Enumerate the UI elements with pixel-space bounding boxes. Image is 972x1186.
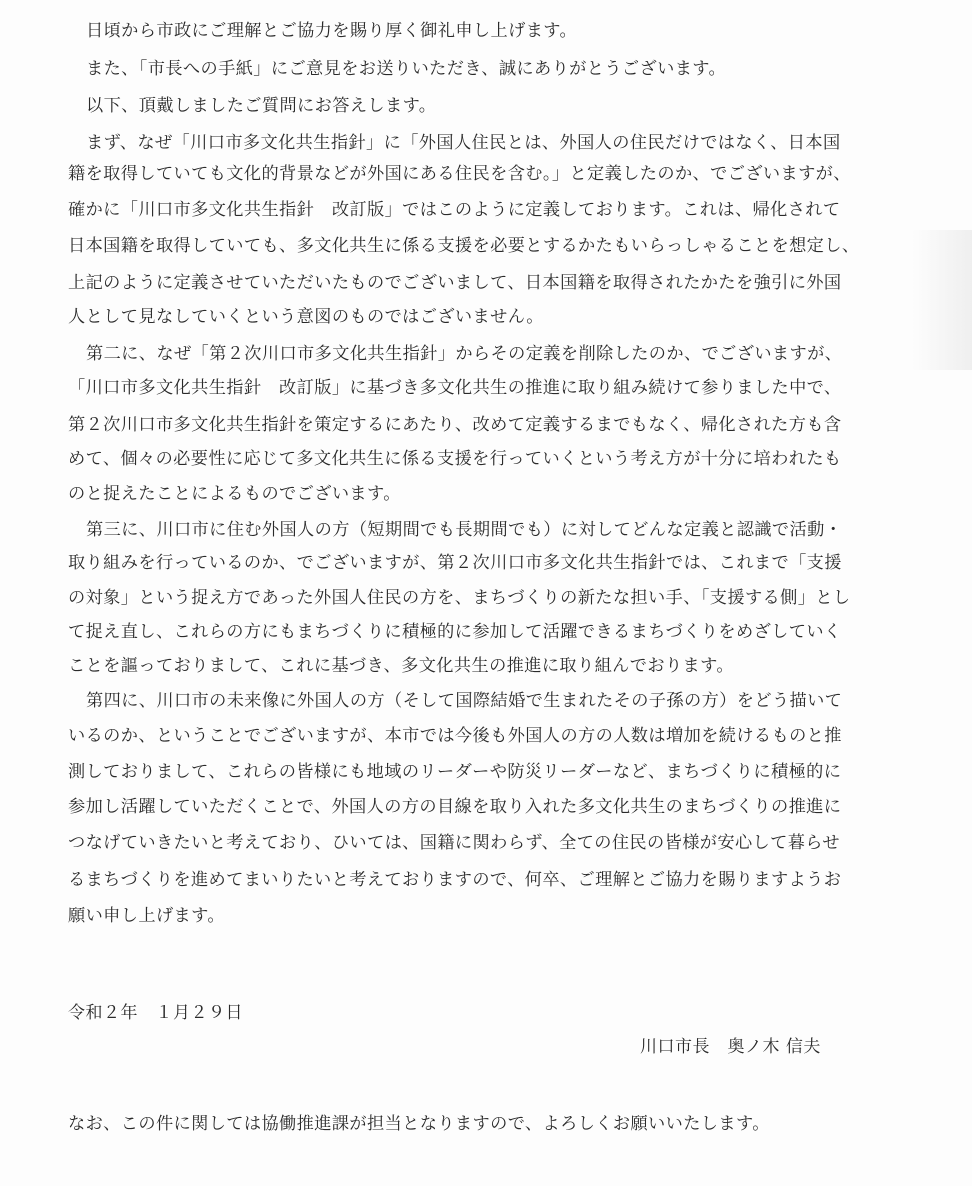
letter-line: 確かに「川口市多文化共生指針 改訂版」ではこのように定義しております。これは、帰化されて [68, 200, 841, 220]
letter-line: 「川口市多文化共生指針 改訂版」に基づき多文化共生の推進に取り組み続けて参りました中で、 [68, 378, 842, 398]
letter-line: 人として見なしていくという意図のものではございません。 [68, 307, 544, 327]
letter-line: 第２次川口市多文化共生指針を策定するにあたり、改めて定義するまでもなく、帰化された方も含 [68, 415, 842, 435]
letter-line: 取り組みを行っているのか、でございますが、第２次川口市多文化共生指針では、これまで「支援 [68, 553, 842, 573]
letter-line: 願い申し上げます。 [68, 906, 225, 926]
letter-line: めて、個々の必要性に応じて多文化共生に係る支援を行っていくという考え方が十分に培われたも [68, 449, 842, 469]
letter-line: 第四に、川口市の未来像に外国人の方（そして国際結婚で生まれたその子孫の方）をどう描いて [86, 691, 843, 711]
letter-line: 日頃から市政にご理解とご協力を賜り厚く御礼申し上げます。 [86, 21, 578, 41]
letter-line: のと捉えたことによるものでございます。 [68, 484, 401, 504]
letter-date: 令和２年 １月２９日 [68, 1003, 243, 1023]
letter-line: 以下、頂戴しましたご質問にお答えします。 [86, 96, 437, 116]
letter-line: るまちづくりを進めてまいりたいと考えておりますので、何卒、ご理解とご協力を賜りますようお [68, 870, 842, 890]
letter-line: 籍を取得していても文化的背景などが外国にある住民を含む。」と定義したのか、でございますが、 [68, 164, 851, 184]
letter-line: 測しておりまして、これらの皆様にも地域のリーダーや防災リーダーなど、まちづくりに積極的に [68, 762, 842, 782]
letter-line: 参加し活躍していただくことで、外国人の方の目線を取り入れた多文化共生のまちづくりの推進に [68, 797, 842, 817]
letter-signature: 川口市長 奥ノ木 信夫 [640, 1037, 821, 1057]
letter-line: て捉え直し、これらの方にもまちづくりに積極的に参加して活躍できるまちづくりをめざしていく [68, 622, 842, 642]
letter-line: 日本国籍を取得していても、多文化共生に係る支援を必要とするかたもいらっしゃることを想定し、 [68, 236, 860, 256]
letter-line: 第三に、川口市に住む外国人の方（短期間でも長期間でも）に対してどんな定義と認識で活動・ [86, 520, 843, 540]
letter-line: つなげていきたいと考えており、ひいては、国籍に関わらず、全ての住民の皆様が安心して暮らせ [68, 833, 840, 853]
letter-line: の対象」という捉え方であった外国人住民の方を、まちづくりの新たな担い手、「支援する側」とし [68, 588, 851, 608]
letter-line: また、「市長への手紙」にご意見をお送りいただき、誠にありがとうございます。 [86, 59, 727, 79]
letter-line: いるのか、ということでございますが、本市では今後も外国人の方の人数は増加を続けるものと推 [68, 726, 842, 746]
closing-note: なお、この件に関しては協働推進課が担当となりますので、よろしくお願いいたします。 [68, 1114, 770, 1134]
letter-line: まず、なぜ「川口市多文化共生指針」に「外国人住民とは、外国人の住民だけではなく、日本国 [86, 133, 841, 153]
letter-line: ことを謳っておりまして、これに基づき、多文化共生の推進に取り組んでおります。 [68, 656, 734, 676]
letter-line: 上記のように定義させていただいたものでございまして、日本国籍を取得されたかたを強引に外国 [68, 273, 842, 293]
letter-line: 第二に、なぜ「第２次川口市多文化共生指針」からその定義を削除したのか、でございますが、 [86, 344, 843, 364]
